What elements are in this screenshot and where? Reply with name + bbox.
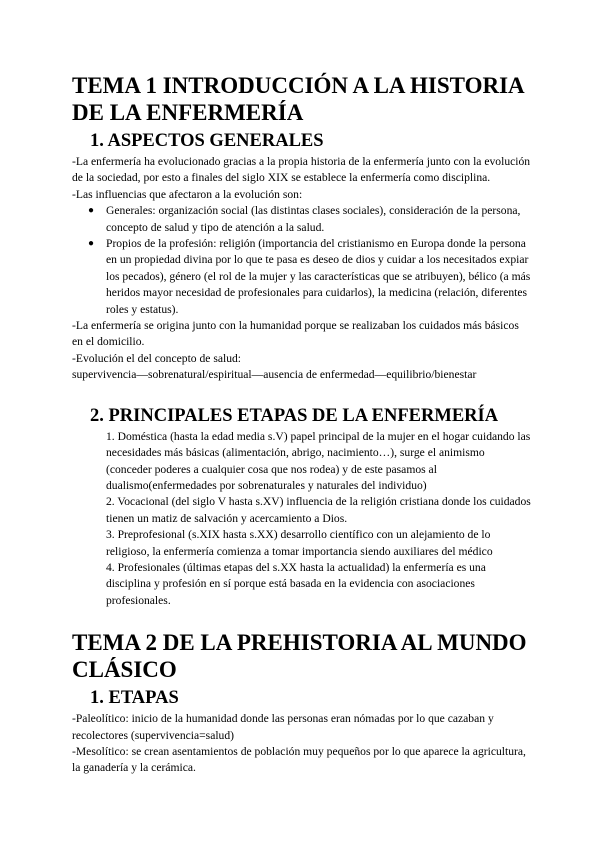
paragraph: -Las influencias que afectaron a la evolución son:	[72, 187, 303, 201]
paragraph: -Paleolítico: inicio de la humanidad donde las personas eran nómadas por lo que cazaban y recolectores (supervivencia=salud)	[72, 712, 494, 742]
tema2-section1	[72, 687, 532, 777]
numbered-item: 2. Vocacional (del siglo V hasta s.XV) influencia de la religión cristiana donde los cuidados tienen un matiz de salvación y acercamiento a Dios.	[106, 495, 531, 525]
tema1-section2	[72, 405, 532, 609]
numbered-item: 3. Preprofesional (s.XIX hasta s.XX) desarrollo científico con un alejamiento de lo religioso, la enfermería comienza a tomar importancia siendo auxiliares del médico	[106, 528, 493, 558]
tema1-title: TEMA 1 INTRODUCCIÓN A LA HISTORIA DE LA ENFERMERÍA	[72, 73, 524, 125]
paragraph: -Evolución el del concepto de salud:	[72, 351, 242, 365]
paragraph: supervivencia—sobrenatural/espiritual—ausencia de enfermedad—equilibrio/bienestar	[72, 368, 477, 382]
tema1-section1	[72, 130, 532, 384]
list-item	[88, 236, 532, 318]
list-item-text: Propios de la profesión: religión (importancia del cristianismo en Europa donde la persona en un propiedad divina por lo que te pasa es deseo de dios y cuidar a los necesitados expiar los pecados), género (el rol de la mujer y las características que se atribuyen), bélico (a más heridos mayor necesidad de profesionales para cuidarlos), la medicina (relación, diferentes roles y estatus).	[106, 237, 531, 316]
document-page	[72, 72, 532, 777]
paragraph: -La enfermería ha evolucionado gracias a la propia historia de la enfermería junto con la evolución de la sociedad, por esto a finales del siglo XIX se establece la enfermería como disciplina.	[72, 155, 531, 185]
section-heading-aspectos: 1. ASPECTOS GENERALES	[90, 131, 324, 151]
bullet-list	[72, 203, 532, 318]
list-item-text: Generales: organización social (las distintas clases sociales), consideración de la persona, concepto de salud y tipo de atención a la salud.	[106, 204, 521, 234]
list-item	[88, 203, 532, 236]
numbered-item: 1. Doméstica (hasta la edad media s.V) papel principal de la mujer en el hogar cuidando las necesidades más básicas (alimentación, abrigo, nacimiento…), surge el animismo (conceder poderes a cualquier cosa que nos rodea) y de este pasamos al dualismo(enfermedades por sobrenaturales y naturales del individuo)	[106, 429, 531, 492]
section-heading-etapas: 1. ETAPAS	[90, 688, 179, 709]
tema2-title: TEMA 2 DE LA PREHISTORIA AL MUNDO CLÁSICO	[72, 630, 527, 683]
section-heading-etapas-enfermeria: 2. PRINCIPALES ETAPAS DE LA ENFERMERÍA	[90, 405, 499, 426]
tema2-block	[72, 629, 532, 777]
paragraph: -La enfermería se origina junto con la humanidad porque se realizaban los cuidados más básicos en el domicilio.	[72, 319, 519, 349]
bullet-icon: ●	[88, 238, 95, 250]
bullet-icon: ●	[88, 205, 95, 217]
numbered-item: 4. Profesionales (últimas etapas del s.XX hasta la actualidad) la enfermería es una disciplina y profesión en sí porque está basada en la evidencia con asociaciones profesionales.	[106, 560, 486, 607]
paragraph: -Mesolítico: se crean asentamientos de población muy pequeños por lo que aparece la agricultura, la ganadería y la cerámica.	[72, 744, 526, 775]
